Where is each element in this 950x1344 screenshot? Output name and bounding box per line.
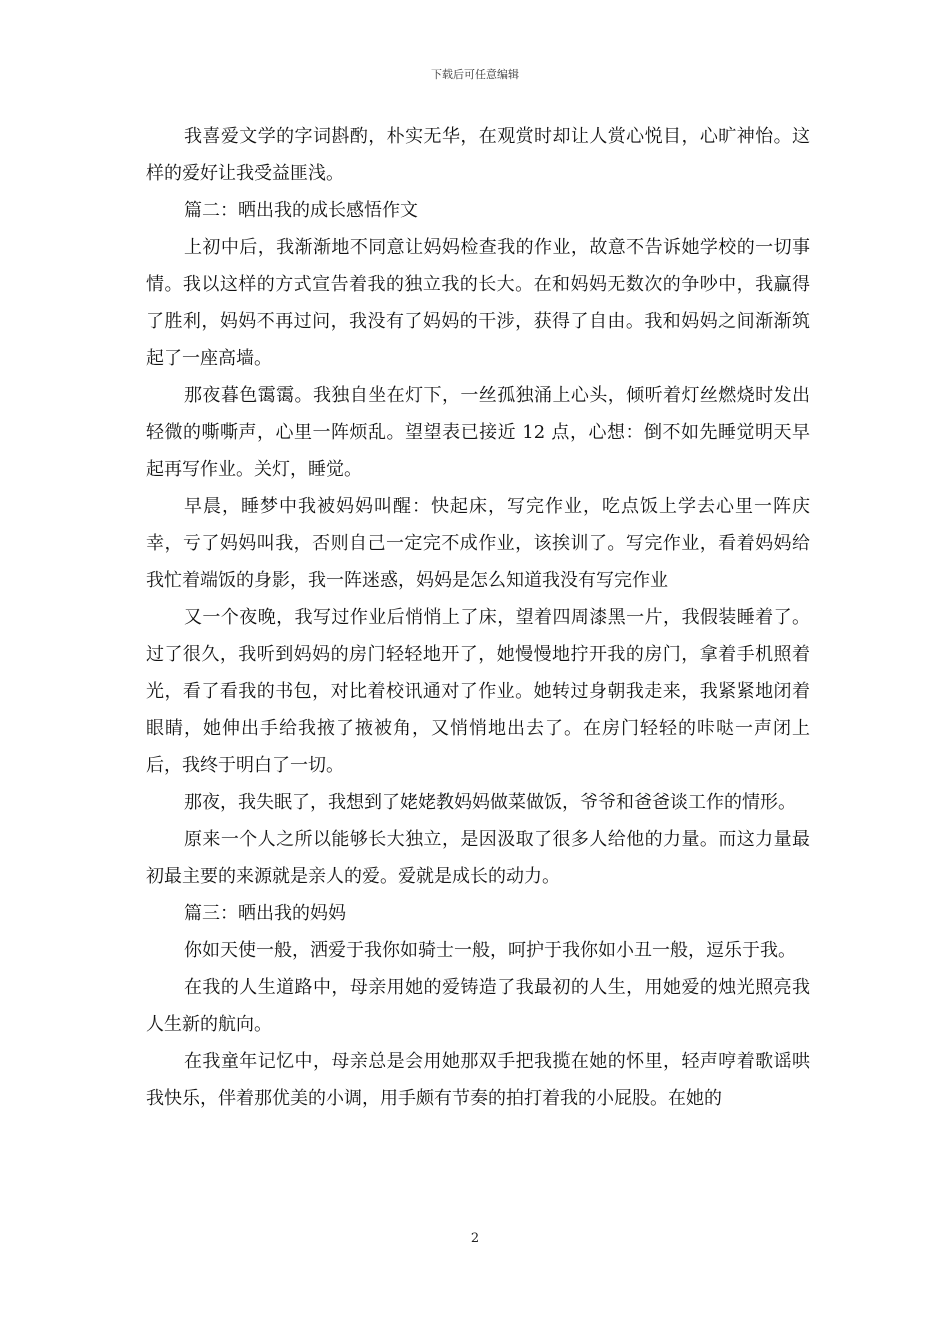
paragraph: 上初中后，我渐渐地不同意让妈妈检查我的作业，故意不告诉她学校的一切事情。我以这样的方式宣告着我的独立我的长大。在和妈妈无数次的争吵中，我赢得了胜利，妈妈不再过问，我没有了妈妈的干涉，获得了自由。我和妈妈之间渐渐筑起了一座高墙。: [146, 237, 810, 369]
paragraph: 我喜爱文学的字词斟酌，朴实无华，在观赏时却让人赏心悦目，心旷神怡。这样的爱好让我受益匪浅。: [146, 126, 810, 184]
page-number: 2: [470, 1231, 480, 1246]
page-header: 下载后可任意编辑: [431, 68, 519, 81]
paragraph: 又一个夜晚，我写过作业后悄悄上了床，望着四周漆黑一片，我假装睡着了。过了很久，我听到妈妈的房门轻轻地开了，她慢慢地拧开我的房门，拿着手机照着光，看了看我的书包，对比着校讯通对了作业。她转过身朝我走来，我紧紧地闭着眼睛，她伸出手给我掖了掖被角，又悄悄地出去了。在房门轻轻的咔哒一声闭上后，我终于明白了一切。: [146, 607, 810, 776]
paragraph: 你如天使一般，洒爱于我你如骑士一般，呵护于我你如小丑一般，逗乐于我。: [184, 940, 796, 961]
paragraph: 那夜暮色霭霭。我独自坐在灯下，一丝孤独涌上心头，倾听着灯丝燃烧时发出轻微的嘶嘶声，心里一阵烦乱。望望表已接近 12 点，心想：倒不如先睡觉明天早起再写作业。关灯，睡觉。: [146, 385, 810, 480]
paragraph: 早晨，睡梦中我被妈妈叫醒：快起床，写完作业，吃点饭上学去心里一阵庆幸，亏了妈妈叫我，否则自己一定完不成作业，该挨训了。写完作业，看着妈妈给我忙着端饭的身影，我一阵迷惑，妈妈是怎么知道我没有写完作业: [146, 496, 810, 591]
paragraph: 原来一个人之所以能够长大独立，是因汲取了很多人给他的力量。而这力量最初最主要的来源就是亲人的爱。爱就是成长的动力。: [146, 829, 810, 887]
section-heading: 篇三：晒出我的妈妈: [184, 903, 346, 924]
paragraph: 在我童年记忆中，母亲总是会用她那双手把我揽在她的怀里，轻声哼着歌谣哄我快乐，伴着那优美的小调，用手颇有节奏的拍打着我的小屁股。在她的: [146, 1051, 810, 1109]
paragraph: 那夜，我失眠了，我想到了姥姥教妈妈做菜做饭，爷爷和爸爸谈工作的情形。: [184, 792, 796, 813]
document-body: [146, 118, 810, 1117]
paragraph: 在我的人生道路中，母亲用她的爱铸造了我最初的人生，用她爱的烛光照亮我人生新的航向。: [146, 977, 810, 1035]
section-heading: 篇二：晒出我的成长感悟作文: [184, 200, 418, 221]
